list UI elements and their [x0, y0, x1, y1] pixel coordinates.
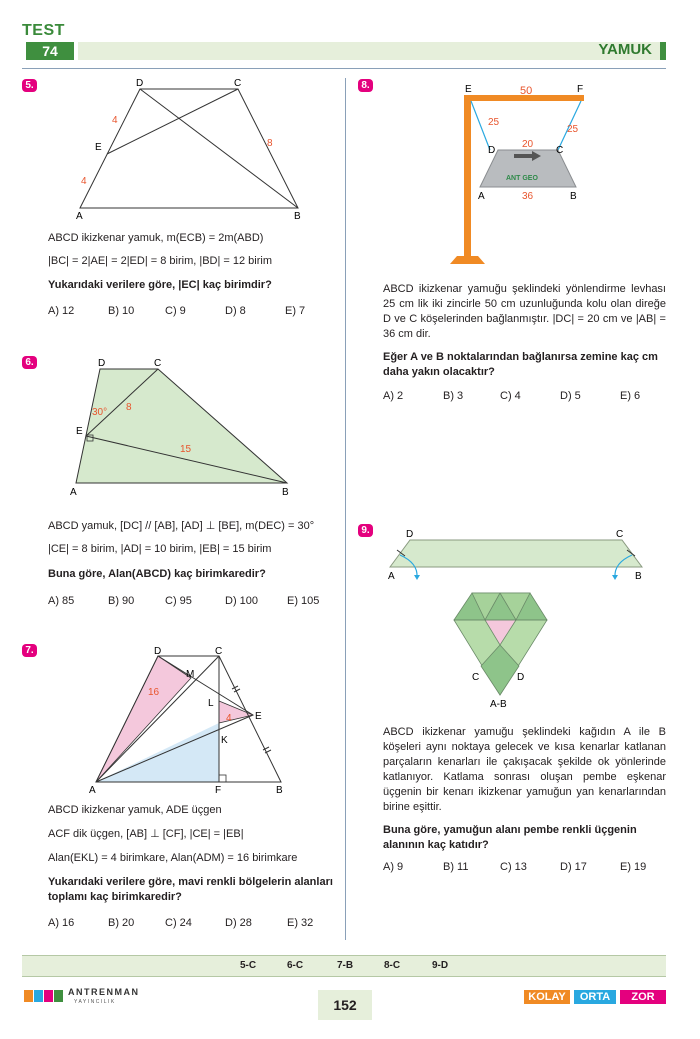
q6-given-2: |CE| = 8 birim, |AD| = 10 birim, |EB| = 15 birim	[48, 543, 272, 555]
level-orta: ORTA	[574, 990, 616, 1004]
q5-choice-d[interactable]: D) 8	[225, 305, 246, 317]
q5-choice-c[interactable]: C) 9	[165, 305, 186, 317]
test-number: 74	[26, 42, 74, 60]
q7-label-k: K	[221, 735, 228, 746]
q6-choice-e[interactable]: E) 105	[287, 595, 320, 607]
q9-label-a: A	[388, 571, 395, 582]
q7-area-adm: 16	[148, 687, 160, 698]
top-rule	[22, 68, 666, 69]
q7-given-2: ACF dik üçgen, [AB] ⊥ [CF], |CE| = |EB|	[48, 828, 244, 840]
publisher-logo	[24, 986, 64, 1009]
topic-title: YAMUK	[598, 41, 652, 58]
test-label: TEST	[22, 22, 65, 39]
q8-len-dc: 20	[522, 139, 534, 150]
q5-len-ae: 4	[81, 176, 87, 187]
q9-text: ABCD ikizkenar yamuğu şeklindeki kağıdın A ile B köşeleri aynı noktaya gelecek ve kısa kenarlar katlanan parçaların kenarları ile çakışacak şekilde ok yönlerinde katlanıyor. Katlama sonrası oluşan pembe eşkenar üçgenin bir kenarı ikizkenar yamuğun yan kenarlarından birine eşittir.	[383, 726, 666, 813]
q6-label-b: B	[282, 487, 289, 498]
q7-label-f: F	[215, 785, 222, 796]
q9-number: 9.	[358, 524, 373, 537]
q6-given-1: ABCD yamuk, [DC] // [AB], [AD] ⊥ [BE], m(DEC) = 30°	[48, 520, 315, 532]
q5-label-d: D	[136, 78, 144, 89]
q6-choice-b[interactable]: B) 90	[108, 595, 135, 607]
q9-label-c: C	[616, 529, 624, 540]
q9-choice-e[interactable]: E) 19	[620, 861, 647, 873]
q7-label-b: B	[276, 785, 283, 796]
column-divider	[345, 78, 346, 940]
q9-choice-c[interactable]: C) 13	[500, 861, 527, 873]
publisher-sub: YAYINCILIK	[74, 999, 116, 1005]
q6-label-c: C	[154, 358, 162, 369]
q6-angle: 30°	[92, 407, 108, 418]
q8-sign-text: ANT GEO	[506, 175, 538, 182]
q7-label-m: M	[186, 669, 195, 680]
q5-question: Yukarıdaki verilere göre, |EC| kaç birimdir?	[48, 279, 272, 291]
q8-choice-a[interactable]: A) 2	[383, 390, 404, 402]
q8-choice-d[interactable]: D) 5	[560, 390, 581, 402]
answer-6: 6-C	[287, 960, 304, 971]
q6-label-d: D	[98, 358, 106, 369]
q9-label-b: B	[635, 571, 642, 582]
q8-number: 8.	[358, 79, 373, 92]
q9-trapezoid-figure	[380, 525, 660, 710]
q8-question: Eğer A ve B noktalarından bağlanırsa zemine kaç cm daha yakın olacaktır?	[383, 351, 658, 378]
q7-choice-d[interactable]: D) 28	[225, 917, 252, 929]
q7-question: Yukarıdaki verilere göre, mavi renkli bölgelerin alanları toplamı kaç birimkaredir?	[48, 876, 333, 903]
q8-text: ABCD ikizkenar yamuğu şeklindeki yönlendirme levhası 25 cm lik iki zincirle 50 cm uzunluğunda kolu olan direğe D ve C köşelerinden bağlanmıştır. |DC| = 20 cm ve |AB| = 36 cm dir.	[383, 283, 666, 340]
q7-label-a: A	[89, 785, 96, 796]
q5-given-2: |BC| = 2|AE| = 2|ED| = 8 birim, |BD| = 12 birim	[48, 255, 272, 267]
q7-area-ekl: 4	[226, 713, 232, 724]
q7-choice-b[interactable]: B) 20	[108, 917, 135, 929]
answer-7: 7-B	[337, 960, 354, 971]
q5-number: 5.	[22, 79, 37, 92]
q8-len-ab: 36	[522, 191, 534, 202]
q6-len-ce: 8	[126, 402, 132, 413]
q6-figure	[60, 355, 320, 500]
q7-label-l: L	[208, 698, 214, 709]
q9-choice-d[interactable]: D) 17	[560, 861, 587, 873]
q7-figure	[60, 644, 320, 799]
q9-choice-b[interactable]: B) 11	[443, 861, 469, 873]
q9-label-ab: A-B	[490, 699, 507, 710]
q7-given-3: Alan(EKL) = 4 birimkare, Alan(ADM) = 16 birimkare	[48, 852, 298, 864]
q7-number: 7.	[22, 644, 37, 657]
q9-choices	[383, 861, 646, 873]
q5-given-1: ABCD ikizkenar yamuk, m(ECB) = 2m(ABD)	[48, 232, 264, 244]
q8-label-c: C	[556, 145, 564, 156]
q5-label-b: B	[294, 211, 301, 222]
q5-choice-b[interactable]: B) 10	[108, 305, 135, 317]
q6-choice-a[interactable]: A) 85	[48, 595, 75, 607]
q7-choice-c[interactable]: C) 24	[165, 917, 192, 929]
q5-choice-a[interactable]: A) 12	[48, 305, 75, 317]
q8-label-e: E	[465, 84, 472, 95]
answer-9: 9-D	[432, 960, 449, 971]
q7-label-c: C	[215, 646, 223, 657]
q8-label-b: B	[570, 191, 577, 202]
q7-given-1: ABCD ikizkenar yamuk, ADE üçgen	[48, 804, 222, 816]
q8-choice-e[interactable]: E) 6	[620, 390, 641, 402]
q6-choice-d[interactable]: D) 100	[225, 595, 259, 607]
answer-5: 5-C	[240, 960, 257, 971]
q9-choice-a[interactable]: A) 9	[383, 861, 404, 873]
page-number: 152	[318, 990, 372, 1020]
q5-len-ed: 4	[112, 115, 118, 126]
publisher-name: ANTRENMAN	[68, 987, 140, 997]
q5-label-e: E	[95, 142, 102, 153]
q9-question: Buna göre, yamuğun alanı pembe renkli üçgenin alanının kaç katıdır?	[383, 824, 637, 851]
publisher-logo-icon	[24, 986, 64, 1006]
q5-label-a: A	[76, 211, 83, 222]
q5-label-c: C	[234, 78, 242, 89]
answer-8: 8-C	[384, 960, 401, 971]
q7-choice-a[interactable]: A) 16	[48, 917, 75, 929]
q5-len-bc: 8	[267, 138, 273, 149]
q6-choice-c[interactable]: C) 95	[165, 595, 192, 607]
q6-label-a: A	[70, 487, 77, 498]
q6-len-eb: 15	[180, 444, 192, 455]
header-band	[78, 42, 660, 60]
q6-question: Buna göre, Alan(ABCD) kaç birimkaredir?	[48, 568, 266, 580]
q7-choice-e[interactable]: E) 32	[287, 917, 314, 929]
q9-label-d: D	[406, 529, 414, 540]
q5-choices	[48, 305, 305, 317]
q9-label-c2: C	[472, 672, 480, 683]
q9-label-d2: D	[517, 672, 525, 683]
q5-figure	[60, 76, 320, 226]
q8-len-ef: 50	[520, 85, 533, 97]
q7-choices	[48, 917, 313, 929]
q6-number: 6.	[22, 356, 37, 369]
q7-label-d: D	[154, 646, 162, 657]
q8-choice-b[interactable]: B) 3	[443, 390, 464, 402]
q8-label-d: D	[488, 145, 496, 156]
q8-figure	[440, 80, 610, 270]
q8-choices	[383, 390, 640, 402]
level-zor: ZOR	[620, 990, 666, 1004]
q6-choices	[48, 595, 319, 607]
q8-len-fc: 25	[567, 124, 579, 135]
level-kolay: KOLAY	[524, 990, 570, 1004]
q5-choice-e[interactable]: E) 7	[285, 305, 306, 317]
q8-label-a: A	[478, 191, 485, 202]
q8-len-ed: 25	[488, 117, 500, 128]
q8-label-f: F	[577, 84, 584, 95]
q8-choice-c[interactable]: C) 4	[500, 390, 521, 402]
q6-label-e: E	[76, 426, 83, 437]
q7-label-e: E	[255, 711, 262, 722]
answer-key	[22, 955, 666, 977]
topic-bar	[660, 42, 666, 60]
